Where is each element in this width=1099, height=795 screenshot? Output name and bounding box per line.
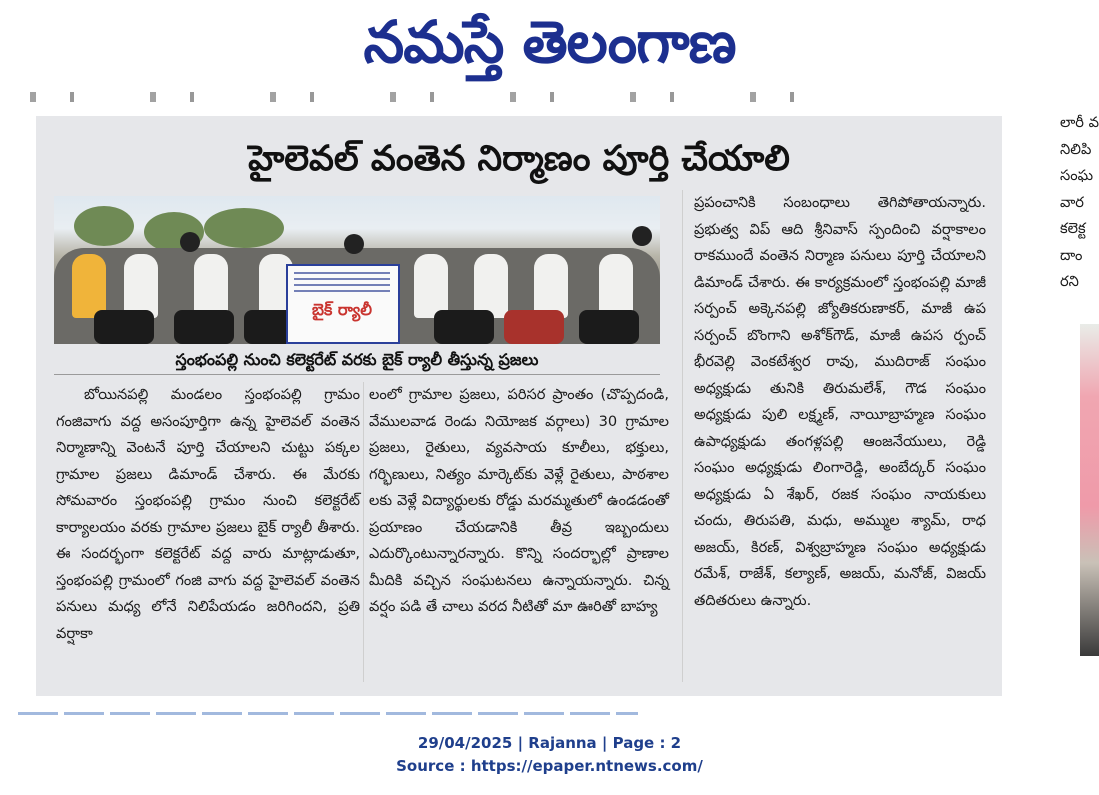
photo-rider xyxy=(72,254,106,318)
photo-rider xyxy=(124,254,158,318)
photo-bike xyxy=(579,310,639,344)
photo-rider xyxy=(534,254,568,318)
column-text: బోయినపల్లి మండలం స్తంభంపల్లి గ్రామం గంజివాగు వద్ద అసంపూర్తిగా ఉన్న హైలెవల్ వంతెన నిర్మాణాన్ని వెంటనే పూర్తి చేయాలని చుట్టు పక్కల గ్రామాల ప్రజలు డిమాండ్ చేశారు. ఈ మేరకు సోమవారం స్తంభంపల్లి గ్రామం నుంచి కలెక్టరేట్ కార్యాలయం వరకు గ్రామాల ప్రజలు బైక్ ర్యాలీ తీశారు. ఈ సందర్భంగా కలెక్టరేట్ వద్ద వారు మాట్లాడుతూ, స్తంభంపల్లి గ్రామంలో గంజి వాగు వద్ద హైలెవల్ వంతెన పనులు మధ్య లోనే నిలిపేయడం జరిగిందని, ప్రతి వర్షాకా xyxy=(56,386,360,642)
article-headline: హైలెవల్ వంతెన నిర్మాణం పూర్తి చేయాలి xyxy=(248,139,790,179)
banner-title: బైక్ ర్యాలీ xyxy=(312,300,372,319)
photo-caption: స్తంభంపల్లి నుంచి కలెక్టరేట్ వరకు బైక్ ర్యాలీ తీస్తున్న ప్రజలు xyxy=(175,350,539,369)
photo-helmet xyxy=(180,232,200,252)
article-photo xyxy=(54,196,660,344)
photo-rider xyxy=(194,254,228,318)
clipped-previous-text-strip xyxy=(30,92,860,102)
photo-tree xyxy=(204,208,284,248)
column-divider xyxy=(682,190,683,682)
caption-divider xyxy=(54,374,660,375)
photo-tree xyxy=(74,206,134,246)
article-column-3 xyxy=(694,190,986,614)
adjacent-article-clip xyxy=(1060,110,1099,310)
source-link[interactable]: Source : https://epaper.ntnews.com/ xyxy=(396,757,703,775)
adjacent-line: సంఘ xyxy=(1060,167,1094,184)
adjacent-line: వార xyxy=(1060,193,1084,211)
photo-helmet xyxy=(344,234,364,254)
news-article xyxy=(36,116,1002,696)
adjacent-line: రని xyxy=(1060,273,1079,290)
column-divider xyxy=(363,382,364,682)
photo-rider xyxy=(474,254,508,318)
photo-rider xyxy=(414,254,448,318)
photo-bike xyxy=(174,310,234,344)
photo-bike xyxy=(94,310,154,344)
edition-info: 29/04/2025 | Rajanna | Page : 2 xyxy=(417,734,682,752)
newspaper-logo: నమస్తే తెలంగాణ xyxy=(363,8,736,76)
adjacent-photo-clip xyxy=(1080,324,1099,656)
article-column-1 xyxy=(56,382,360,647)
article-column-2 xyxy=(369,382,669,621)
masthead xyxy=(0,0,1099,88)
adjacent-line: దాం xyxy=(1060,246,1083,264)
photo-helmet xyxy=(632,226,652,246)
adjacent-line: కలెక్ట xyxy=(1060,220,1086,237)
adjacent-line: లారీ వ xyxy=(1060,114,1099,131)
column-text: లంలో గ్రామాల ప్రజలు, పరిసర ప్రాంతం (చొప్పదండి, వేములవాడ రెండు నియోజక వర్గాలు) 30 గ్రామాల ప్రజలు, రైతులు, వ్యవసాయ కూలీలు, భక్తులు, గర్భిణులు, నిత్యం మార్కెట్‌కు వెళ్లే రైతులు, పాఠశాల లకు వెళ్లే విద్యార్థులకు రోడ్డు మరమ్మతులో ఉండడంతో ప్రయాణం చేయడానికి తీవ్ర ఇబ్బందులు ఎదుర్కొంటున్నారన్నారు. కొన్ని సందర్భాల్లో ప్రాణాల మీదికి వచ్చిన సంఘటనలు ఉన్నాయన్నారు. చిన్న వర్షం పడి తే చాలు వరద నీటితో మా ఊరితో బాహ్య xyxy=(369,386,669,615)
photo-rider xyxy=(599,254,633,318)
page-bottom-rule xyxy=(18,712,638,715)
photo-bike xyxy=(434,310,494,344)
rally-banner xyxy=(286,264,400,344)
banner-small-text xyxy=(294,272,390,296)
photo-bike xyxy=(504,310,564,344)
adjacent-line: నిలిపి xyxy=(1060,140,1092,158)
column-text: ప్రపంచానికి సంబంధాలు తెగిపోతాయన్నారు. ప్రభుత్వ విప్ ఆది శ్రీనివాస్ స్పందించి వర్షాకాలం రాకముందే వంతెన నిర్మాణ పనులు పూర్తి చేయాలని డిమాండ్ చేశారు. ఈ కార్యక్రమంలో స్తంభంపల్లి మాజీ సర్పంచ్ అక్కెనపల్లి జ్యోతికరుణాకర్, మాజీ ఉప సర్పంచ్ బొంగాని అశోక్‌గౌడ్, మాజీ ఉపస ర్పంచ్ భీరవెల్లి వెంకటేశ్వర రావు, ముదిరాజ్ సంఘం అధ్యక్షుడు తునికి తిరుమలేశ్, గౌడ సంఘం అధ్యక్షుడు పులి లక్ష్మణ్, నాయీబ్రాహ్మణ సంఘం ఉపాధ్యక్షుడు తంగళ్లపల్లి ఆంజనేయులు, రెడ్డి సంఘం అధ్యక్షుడు లింగారెడ్డి, అంబేద్కర్ సంఘం అధ్యక్షుడు ఏ శేఖర్, రజక సంఘం నాయకులు చందు, తిరుపతి, మధు, అమ్ముల శ్యామ్, రాధ అజయ్, కిరణ్, విశ్వబ్రాహ్మణ సంఘం అధ్యక్షుడు రమేశ్, రాజేశ్, కల్యాణ్, అజయ్, మనోజ్, విజయ్ తదితరులు ఉన్నారు. xyxy=(694,194,986,609)
